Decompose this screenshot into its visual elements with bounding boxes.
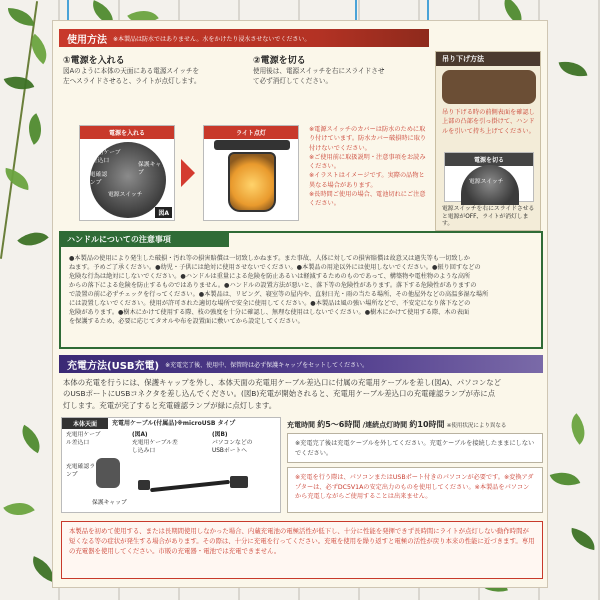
handle-line: からの落下による危険を防止するものではありません。●ハンドルの設置方法が悪いと、落下等の危険性があります。落下する危険性がありますの [69,281,477,289]
fig-a-tag: (図A) [132,432,148,438]
power-on-text [63,67,243,86]
charging-illustration [61,417,281,513]
lantern-light-icon [228,152,276,212]
power-off-illus-label: 電源を切る [445,153,533,166]
charging-line: のUSBポートにUSBコネクタを差し込んでください。(図B)充電が開始されると、充電用ケーブル差込口の充電確認ランプが赤に点 [63,389,496,399]
lantern-top-cap [214,140,290,150]
continuous-label: /連続点灯時間 [362,421,408,429]
charging-time [287,419,543,430]
usb-cable [150,480,230,492]
lamp-label: 充電確認ランプ [84,172,108,186]
top-view-label: 本体天面 [62,418,108,429]
side-note: ※イラストはイメージです。実際の品物と異なる場合があります。 [309,172,425,189]
hang-switch-label: 電源スイッチ [469,179,504,185]
handle-line: には設置しないでください。使用が許可された適切な場所で安全に使用してください。●本製品は風の強い場所などで、不安定になり落下などの [69,299,471,307]
charging-header-note: ※充電完了後、使用中、保管時は必ず保護キャップをセットしてください。 [165,361,369,369]
charging-note-2: ※充電を行う際は、パソコンまたはUSBポート付きのパソコンが必要です。※変換アダプターは、必ずDC5V1Aの安定出力のものを使用してください。※本製品をパソコンから充電しながらご使用することは出来ません。 [287,467,543,513]
port-detail [96,458,120,488]
handle-line: で設置の前に必ずチェックを行ってください。●本製品は、リビング、寝室等の屋内や、直射日光・雨の当たる場所、その他屋外などの高温多湿な場所 [69,290,489,298]
charging-line: 本体の充電を行うには、保護キャップを外し、本体天面の充電用ケーブル差込口に付属の充電用ケーブルを差し(図A)、パソコンなど [63,378,502,387]
handle-line: ●本製品の使用により発生した破損・汚れ等の損害賠償は一切致しかねます。また事故、人体に対しての損害賠償は故意又は過失等も一切致しか [69,255,470,262]
power-off-text-line: て必ず消灯してください。 [253,76,333,85]
lamp-label: 充電確認ランプ [66,464,95,478]
time-note: ※使用状況により異なる [446,423,507,429]
handle-text [69,255,537,327]
power-on-text-line: 図Aのように本体の天面にある電源スイッチを [63,67,200,75]
light-on-illus-label: ライト点灯 [204,126,298,139]
usb-plug-icon [230,476,248,488]
power-off-text [253,67,428,86]
charging-header [59,355,543,373]
hang-header: 吊り下げ方法 [436,52,540,66]
handle-line: ねます。予めご了承ください。●幼児・子供には絶対に使用させないでください。●本製品の用途以外には使用しないでください。●振り回すなどの [69,263,481,271]
hanging-branch-illustration [442,70,536,104]
charging-time-value: 約5〜6時間 [317,420,361,429]
power-on-title: ①電源を入れる [63,56,125,66]
side-notes [309,125,429,209]
microusb-plug-icon [138,480,150,490]
handle-section [59,231,543,349]
handle-line: 危険な行為は絶対にしないでください。●ハンドルは重量による危険を防止あるいは軽減するためのものであって、構築物や電柱物のような高所 [69,272,471,280]
handle-line: 危険があります。●樹木にかけて使用する際、枝の強度を十分に確認し、無理な使用はしないでください。●樹木にかけて使用する際、木の表面 [69,308,470,316]
charging-header-title: 充電方法(USB充電) [67,360,160,372]
usage-header-note: ※本製品は防水ではありません。水をかけたり浸水させないでください。 [113,35,311,43]
charging-warning: 本製品を初めて使用する、または長期間使用しなかった場合、内蔵充電池の電極活性が低下し、十分に性能を発揮できず長時間にライトが点灯しない動作時間が短くなる等の症状が発生する場合があります。その際は、十分に充電を行ってください。充電を使用を繰り返すと電極の活性が戻り本来の性能に近づきます。専用の充電器を使用してください。市販の充電器・電池では充電できません。 [61,521,543,579]
fig-b-text: パソコンなどのUSBポートへ [212,440,253,454]
hang-panel [435,51,541,231]
arrow-right-icon [181,159,195,187]
cable-label: 充電用ケーブル(付属品)※microUSB タイプ [112,420,236,427]
side-note: ※ご使用前に取扱説明・注意事項をお読みください。 [309,153,426,171]
light-on-illustration [203,125,299,221]
port-label: 充電用ケーブル差込口 [86,150,121,164]
charging-time-label: 充電時間 [287,421,315,429]
handle-header: ハンドルについての注意事項 [59,231,229,247]
power-on-text-line: 左へスライドさせると、ライトが点灯します。 [63,76,201,85]
continuous-value: 約10時間 [409,420,445,429]
power-on-illustration [79,125,175,221]
switch-label: 電源スイッチ [108,192,143,198]
power-off-text-line: 使用後は、電源スイッチを右にスライドさせ [253,67,385,75]
hang-off-text: 電源スイッチを右にスライドさせると電源がOFF、ライトが消灯します。 [442,206,535,228]
cap-label: 保護キャップ [138,162,167,176]
handle-line: を保護するため、必要に応じてタオルや布を設置面に敷いてから設定してください。 [69,317,304,325]
charging-note-1: ※充電完了後は充電ケーブルを外してください。充電ケーブルを接続したままにしないでください。 [287,433,543,463]
fig-b-tag: (図B) [212,432,228,438]
side-note: ※長時間ご使用の場合、電池切れにご注意ください。 [309,191,426,208]
cap-label: 保護キャップ [92,500,127,506]
port-label: 充電用ケーブル差込口 [66,432,101,446]
charging-line: 灯します。充電が完了すると充電確認ランプが緑に点灯します。 [63,400,277,410]
usage-header-title: 使用方法 [67,34,107,46]
instruction-panel [52,20,548,588]
usage-header [59,29,429,47]
hang-text: 吊り下げる時の前側表面を確認し上部の凸部を引っ掛けて、ハンドルを引いて持ち上げてください。 [442,109,535,135]
power-on-illus-label: 電源を入れる [80,126,174,139]
charging-text [63,377,539,411]
power-off-illustration [444,152,534,202]
power-off-title: ②電源を切る [253,56,306,66]
side-note: ※電源スイッチのカバーは防水のために取り付けています。防水カバー破損時に取り付けないでください。 [309,126,427,152]
fig-a-text: 充電用ケーブル差し込み口 [132,440,178,454]
fig-a-tag: 図A [155,207,172,218]
